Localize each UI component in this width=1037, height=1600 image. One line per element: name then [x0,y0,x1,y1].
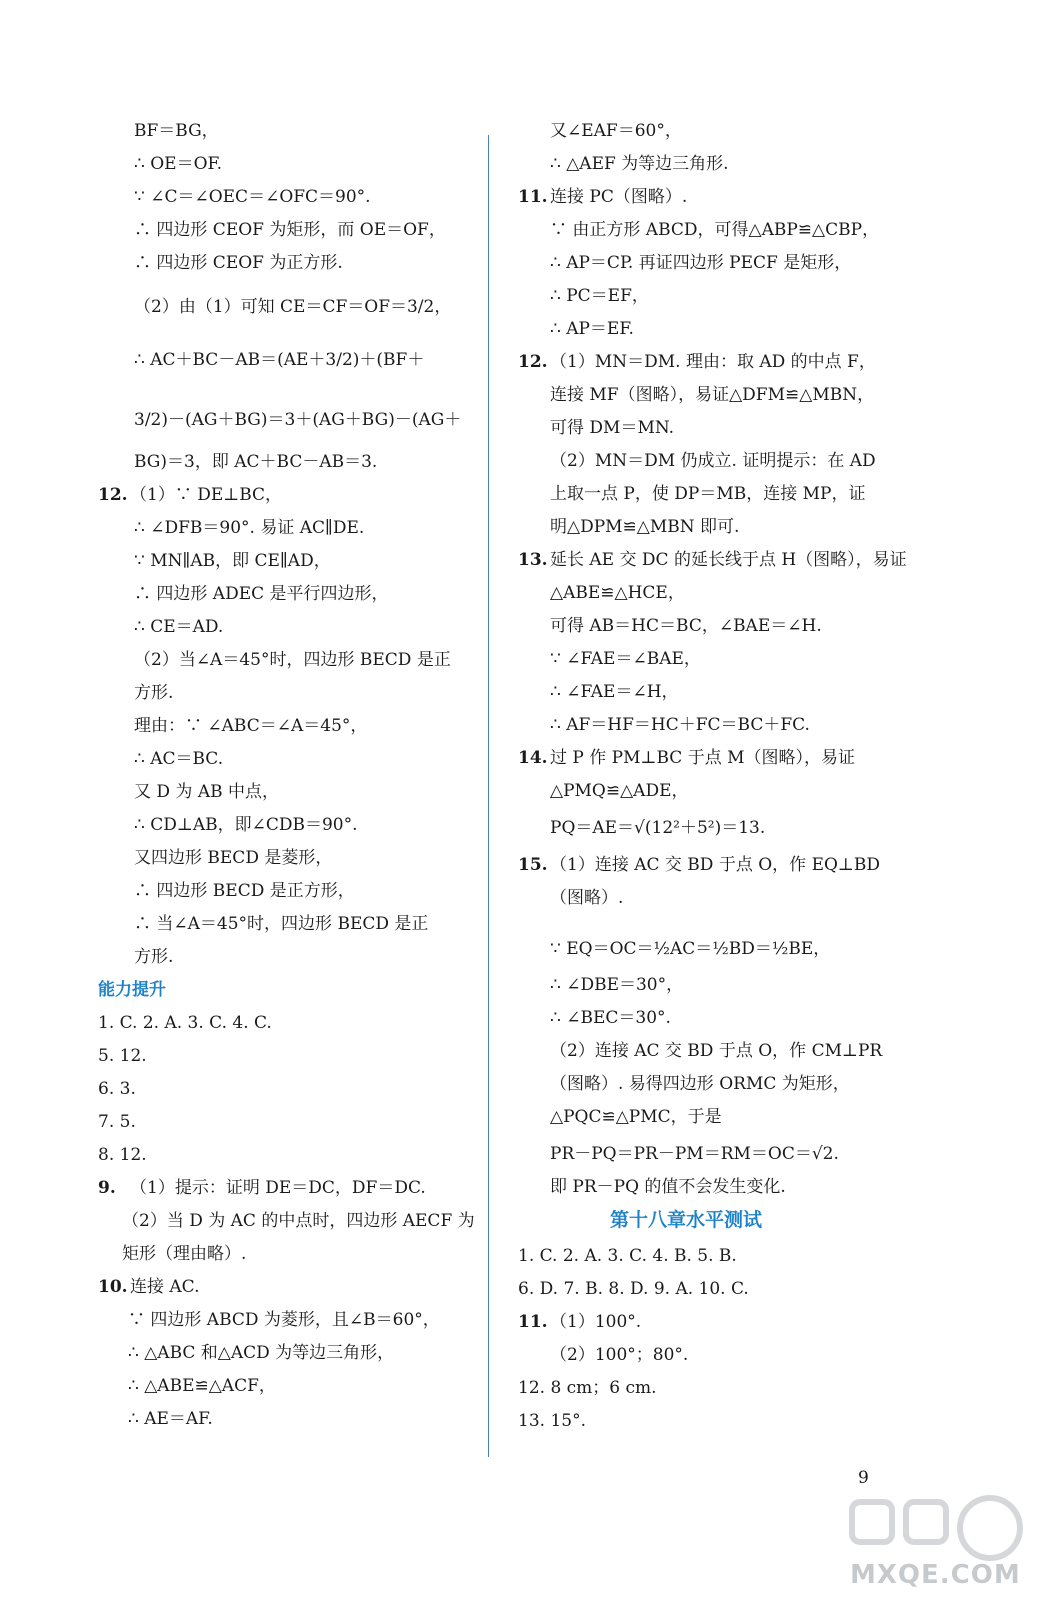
left-line [98,153,478,186]
line-text: 3/2)－(AG＋BG)＝3＋(AG＋BG)－(AG＋ [134,410,462,430]
line-text: （1）100°. [550,1312,642,1332]
left-line [98,781,478,814]
right-line [518,1106,918,1143]
right-line [518,1245,918,1278]
line-text: 可得 AB＝HC＝BC，∠BAE＝∠H. [550,616,822,636]
left-line [98,880,478,913]
question-number: 13. [518,550,548,570]
line-text: 上取一点 P，使 DP＝MB，连接 MP，证 [550,484,866,504]
line-text: PR－PQ＝PR－PM＝RM＝OC＝√2. [550,1144,839,1164]
line-text: 延长 AE 交 DC 的延长线于点 H（图略），易证 [550,550,907,570]
left-line [98,1144,478,1177]
left-line [98,484,478,517]
left-line [98,403,478,451]
question-number: 9. [98,1178,116,1198]
left-line [98,1210,478,1243]
line-text: 方形. [134,683,174,703]
left-line [98,1111,478,1144]
right-line [518,854,918,887]
right-line [518,974,918,1007]
line-text: （1）提示：证明 DE＝DC，DF＝DC. [130,1178,426,1198]
left-line [98,1375,478,1408]
line-text: ∴ CE＝AD. [134,617,224,637]
line-text: ∴ 当∠A＝45°时，四边形 BECD 是正 [134,914,429,934]
line-text: 13. 15°. [518,1411,586,1431]
line-text: 过 P 作 PM⊥BC 于点 M（图略），易证 [550,748,856,768]
right-column [518,120,918,1443]
line-text: ∴ PC＝EF， [550,286,649,306]
left-line [98,715,478,748]
line-text: ∵ ∠C＝∠OEC＝∠OFC＝90°. [134,187,371,207]
right-line [518,483,918,516]
left-line [98,1012,478,1045]
right-line [518,1176,918,1209]
question-number: 12. [98,485,128,505]
line-text: ∴ ∠FAE＝∠H， [550,682,679,702]
line-text: 连接 AC. [130,1277,200,1297]
right-line [518,318,918,351]
left-line [98,451,478,484]
left-column [98,120,478,1441]
left-line [98,1243,478,1276]
right-line [518,714,918,747]
line-text: △PQC≌△PMC，于是 [550,1107,722,1127]
line-text: 又四边形 BECD 是菱形， [134,848,333,868]
right-line [518,120,918,153]
left-line [98,979,478,1012]
left-line [98,120,478,153]
line-text: ∴ AE＝AF. [128,1409,213,1429]
left-line [98,814,478,847]
right-line [518,186,918,219]
question-number: 12. [518,352,548,372]
right-line [518,932,918,974]
line-text: ∴ △ABE≌△ACF， [128,1376,276,1396]
line-text: ∵ EQ＝OC＝½AC＝½BD＝½BE， [550,939,831,959]
right-line [518,1040,918,1073]
line-text: 6. 3. [98,1079,136,1099]
line-text: ∴ AC＝BC. [134,749,224,769]
line-text: PQ＝AE＝√(12²＋5²)＝13. [550,818,766,838]
line-text: （2）当 D 为 AC 的中点时，四边形 AECF 为 [122,1211,475,1231]
line-text: 即 PR－PQ 的值不会发生变化. [550,1177,786,1197]
line-text: 又 D 为 AB 中点， [134,782,280,802]
line-text: △PMQ≌△ADE， [550,781,689,801]
left-line [98,343,478,403]
line-text: 12. 8 cm；6 cm. [518,1378,657,1398]
line-text: ∵ 四边形 ABCD 为菱形，且∠B＝60°， [128,1310,440,1330]
line-text: ∵ 由正方形 ABCD，可得△ABP≌△CBP， [550,220,880,240]
left-line [98,252,478,290]
line-text: ∴ 四边形 CEOF 为矩形，而 OE＝OF， [134,220,446,240]
right-line [518,1143,918,1176]
left-line [98,517,478,550]
line-text: ∴ ∠DFB＝90°. 易证 AC∥DE. [134,518,365,538]
right-line [518,582,918,615]
line-text: 又∠EAF＝60°， [550,121,682,141]
line-text: ∴ AC＋BC－AB＝(AE＋3/2)＋(BF＋ [134,350,425,370]
line-text: ∴ 四边形 ADEC 是平行四边形， [134,584,389,604]
left-line [98,1276,478,1309]
line-text: 5. 12. [98,1046,147,1066]
right-line [518,1007,918,1040]
right-line [518,351,918,384]
line-text: 可得 DM＝MN. [550,418,675,438]
line-text: 7. 5. [98,1112,136,1132]
line-text: （1）∵ DE⊥BC， [130,485,283,505]
question-number: 11. [518,187,548,207]
left-line [98,1309,478,1342]
line-text: ∴ AP＝CP. 再证四边形 PECF 是矩形， [550,253,852,273]
left-line [98,847,478,880]
left-line [98,649,478,682]
line-text: BF＝BG， [134,121,219,141]
left-line [98,1408,478,1441]
watermark-text: MXQE.COM [850,1560,1021,1590]
line-text: 明△DPM≌△MBN 即可. [550,517,740,537]
right-line [518,417,918,450]
section-heading: 能力提升 [98,980,166,1000]
left-line [98,1177,478,1210]
right-line [518,252,918,285]
right-line [518,1377,918,1410]
right-line [518,1410,918,1443]
right-line [518,1311,918,1344]
line-text: 1. C. 2. A. 3. C. 4. B. 5. B. [518,1246,737,1266]
line-text: ∴ CD⊥AB，即∠CDB＝90°. [134,815,358,835]
line-text: △ABE≌△HCE， [550,583,685,603]
right-line [518,817,918,854]
line-text: 方形. [134,947,174,967]
left-line [98,1342,478,1375]
line-text: ∴ 四边形 BECD 是正方形， [134,881,355,901]
question-number: 11. [518,1312,548,1332]
right-line [518,1073,918,1106]
line-text: ∴ AP＝EF. [550,319,634,339]
question-number: 10. [98,1277,128,1297]
line-text: （1）MN＝DM. 理由：取 AD 的中点 F， [550,352,876,372]
line-text: （图略）. [550,888,624,908]
right-line [518,549,918,582]
line-text: BG)＝3，即 AC＋BC－AB＝3. [134,452,378,472]
line-text: （2）当∠A＝45°时，四边形 BECD 是正 [134,650,451,670]
line-text: 1. C. 2. A. 3. C. 4. C. [98,1013,272,1033]
page-number: 9 [858,1468,869,1488]
right-line [518,887,918,932]
line-text: 连接 PC（图略）. [550,187,688,207]
left-line [98,946,478,979]
line-text: 8. 12. [98,1145,147,1165]
right-line [518,384,918,417]
line-text: 连接 MF（图略），易证△DFM≌△MBN， [550,385,875,405]
line-text: （2）由（1）可知 CE＝CF＝OF＝3/2， [134,297,452,317]
line-text: 矩形（理由略）. [122,1244,247,1264]
line-text: （1）连接 AC 交 BD 于点 O，作 EQ⊥BD [550,855,881,875]
line-text: ∵ MN∥AB，即 CE∥AD， [134,551,331,571]
left-line [98,913,478,946]
line-text: ∴ △ABC 和△ACD 为等边三角形， [128,1343,395,1363]
question-number: 15. [518,855,548,875]
line-text: ∴ △AEF 为等边三角形. [550,154,729,174]
right-line [518,1278,918,1311]
line-text: ∴ ∠BEC＝30°. [550,1008,671,1028]
left-line [98,219,478,252]
line-text: 6. D. 7. B. 8. D. 9. A. 10. C. [518,1279,749,1299]
right-line [518,1344,918,1377]
line-text: ∴ AF＝HF＝HC＋FC＝BC＋FC. [550,715,810,735]
line-text: （2）100°；80°. [550,1345,689,1365]
line-text: （2）MN＝DM 仍成立. 证明提示：在 AD [550,451,876,471]
right-line [518,615,918,648]
left-line [98,616,478,649]
left-line [98,550,478,583]
line-text: ∴ 四边形 CEOF 为正方形. [134,253,343,273]
right-line [518,747,918,780]
right-line [518,516,918,549]
right-line [518,1209,918,1245]
left-line [98,682,478,715]
line-text: 理由：∵ ∠ABC＝∠A＝45°， [134,716,368,736]
left-line [98,1078,478,1111]
left-line [98,186,478,219]
line-text: （2）连接 AC 交 BD 于点 O，作 CM⊥PR [550,1041,883,1061]
left-line [98,748,478,781]
left-line [98,290,478,343]
line-text: ∴ ∠DBE＝30°， [550,975,684,995]
left-line [98,583,478,616]
question-number: 14. [518,748,548,768]
right-line [518,780,918,817]
line-text: ∵ ∠FAE＝∠BAE， [550,649,701,669]
right-line [518,648,918,681]
right-line [518,219,918,252]
right-line [518,153,918,186]
right-line [518,681,918,714]
column-divider [488,135,489,1457]
left-line [98,1045,478,1078]
line-text: ∴ OE＝OF. [134,154,223,174]
right-line [518,285,918,318]
chapter-heading: 第十八章水平测试 [610,1209,763,1231]
line-text: （图略）. 易得四边形 ORMC 为矩形， [550,1074,850,1094]
right-line [518,450,918,483]
